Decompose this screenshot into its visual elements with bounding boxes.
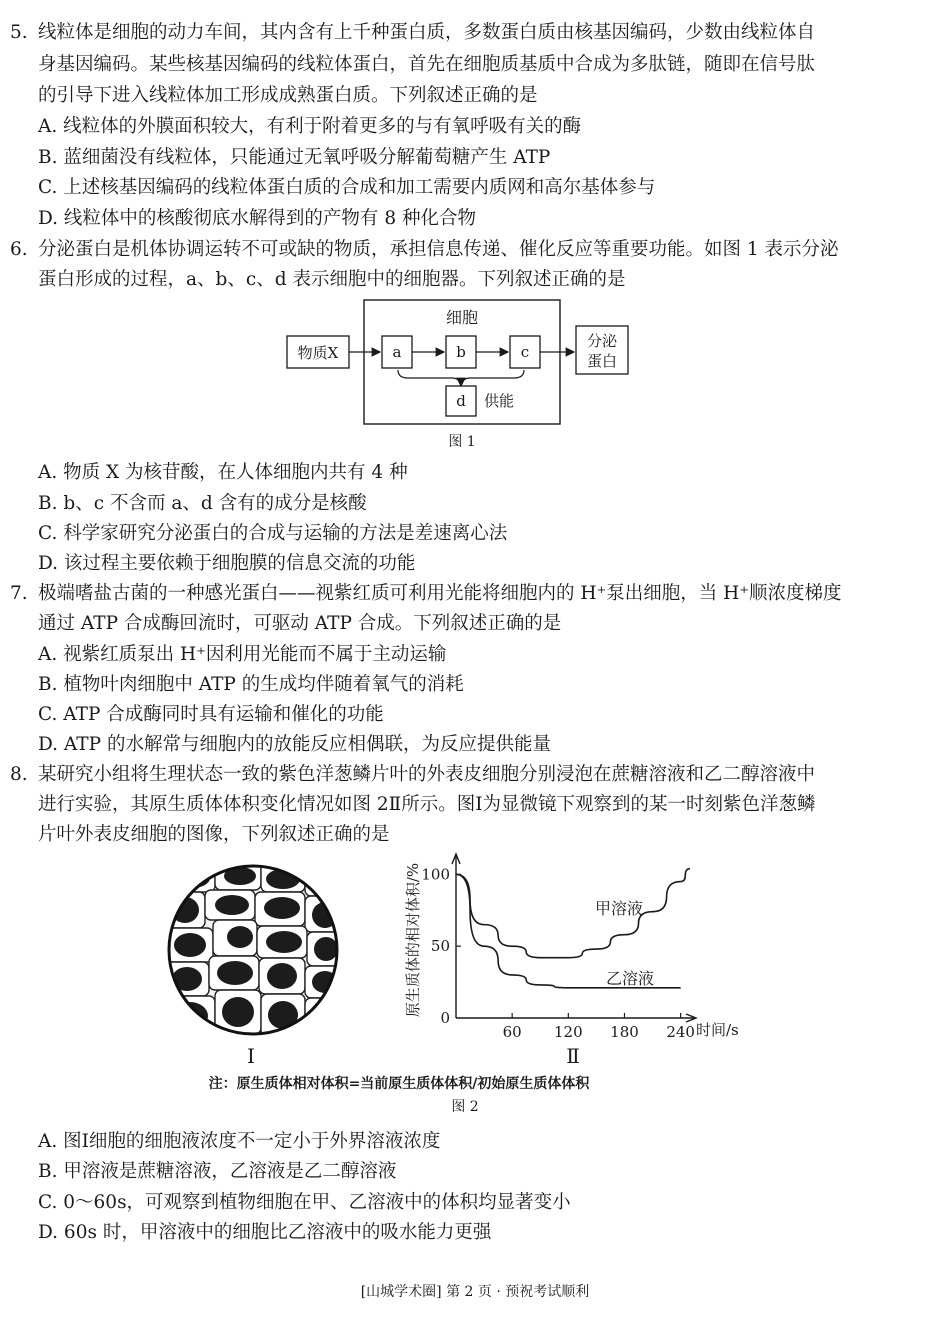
option-c: C. 上述核基因编码的线粒体蛋白质的合成和加工需要内质网和高尔基体参与 bbox=[38, 177, 656, 198]
option-d: D. 该过程主要依赖于细胞膜的信息交流的功能 bbox=[38, 553, 416, 574]
option-b: B. 甲溶液是蔗糖溶液，乙溶液是乙二醇溶液 bbox=[38, 1161, 397, 1182]
input-label: 物质X bbox=[297, 344, 339, 362]
question-stem-line: 极端嗜盐古菌的一种感光蛋白——视紫红质可利用光能将细胞内的 H⁺泵出细胞，当 H⁺顺浓度梯度 bbox=[38, 583, 842, 604]
output-label-1: 分泌 bbox=[586, 332, 618, 350]
chart-x-tick-label: 60 bbox=[502, 1023, 522, 1041]
chart-x-tick-label: 120 bbox=[553, 1023, 583, 1041]
option-c: C. 科学家研究分泌蛋白的合成与运输的方法是差速离心法 bbox=[38, 523, 508, 544]
series-label-jia: 甲溶液 bbox=[595, 899, 644, 918]
chart-y-tick-label: 100 bbox=[421, 865, 450, 884]
series-line-yi bbox=[456, 874, 681, 987]
organelle-a bbox=[382, 336, 412, 368]
question-number: 6. bbox=[10, 239, 28, 260]
organelle-d-label: d bbox=[456, 392, 466, 410]
option-d: D. 60s 时，甲溶液中的细胞比乙溶液中的吸水能力更强 bbox=[38, 1222, 492, 1243]
question-stem-line: 的引导下进入线粒体加工形成成熟蛋白质。下列叙述正确的是 bbox=[38, 85, 538, 106]
figure-1-caption: 图 1 bbox=[448, 434, 476, 450]
organelle-b-label: b bbox=[456, 343, 466, 361]
option-c: C. ATP 合成酶同时具有运输和催化的功能 bbox=[38, 704, 384, 725]
option-b: B. b、c 不含而 a、d 含有的成分是核酸 bbox=[38, 493, 367, 514]
chart-x-axis-arrow bbox=[686, 1014, 696, 1022]
page-footer: [山城学术圈] 第 2 页 · 预祝考试顺利 bbox=[360, 1284, 590, 1300]
option-a: A. 图Ⅰ细胞的细胞液浓度不一定小于外界溶液浓度 bbox=[38, 1131, 441, 1152]
chart-ylabel: 原生质体的相对体积/% bbox=[404, 862, 422, 1018]
organelle-d bbox=[446, 386, 476, 416]
panel-2-label: Ⅱ bbox=[566, 1044, 580, 1068]
organelle-a-label: a bbox=[392, 343, 402, 361]
input-box bbox=[287, 336, 349, 368]
figure-2-caption: 图 2 bbox=[451, 1099, 479, 1115]
question-number: 5. bbox=[10, 22, 28, 43]
output-box bbox=[576, 326, 628, 374]
option-a: A. 视紫红质泵出 H⁺因利用光能而不属于主动运输 bbox=[38, 644, 447, 665]
question-stem-line: 片叶外表皮细胞的图像，下列叙述正确的是 bbox=[38, 824, 390, 845]
cell-box bbox=[364, 300, 560, 424]
option-d: D. 线粒体中的核酸彻底水解得到的产物有 8 种化合物 bbox=[38, 208, 476, 229]
question-number: 8. bbox=[10, 764, 28, 785]
question-stem-line: 蛋白形成的过程，a、b、c、d 表示细胞中的细胞器。下列叙述正确的是 bbox=[38, 269, 626, 290]
question-stem-line: 通过 ATP 合成酶回流时，可驱动 ATP 合成。下列叙述正确的是 bbox=[38, 613, 562, 634]
chart-x-tick-label: 180 bbox=[610, 1023, 639, 1041]
question-stem-line: 身基因编码。某些核基因编码的线粒体蛋白，首先在细胞质基质中合成为多肽链，随即在信号肽 bbox=[38, 54, 816, 75]
chart-y-tick-label: 0 bbox=[440, 1009, 450, 1027]
question-stem-line: 某研究小组将生理状态一致的紫色洋葱鳞片叶的外表皮细胞分别浸泡在蔗糖溶液和乙二醇溶液中 bbox=[38, 764, 816, 785]
supply-label: 供能 bbox=[484, 392, 515, 410]
figure-2-note: 注：原生质体相对体积=当前原生质体体积/初始原生质体体积 bbox=[208, 1076, 590, 1092]
chart-xlabel: 时间/s bbox=[696, 1021, 739, 1039]
option-b: B. 蓝细菌没有线粒体，只能通过无氧呼吸分解葡萄糖产生 ATP bbox=[38, 147, 551, 168]
option-a: A. 物质 X 为核苷酸，在人体细胞内共有 4 种 bbox=[38, 462, 408, 483]
option-b: B. 植物叶肉细胞中 ATP 的生成均伴随着氧气的消耗 bbox=[38, 674, 464, 695]
panel-1-label: Ⅰ bbox=[247, 1044, 255, 1068]
option-d: D. ATP 的水解常与细胞内的放能反应相偶联，为反应提供能量 bbox=[38, 734, 551, 755]
output-label-2: 蛋白 bbox=[586, 352, 618, 370]
chart-y-tick-label: 50 bbox=[430, 937, 450, 956]
option-a: A. 线粒体的外膜面积较大，有利于附着更多的与有氧呼吸有关的酶 bbox=[38, 116, 582, 137]
organelle-c bbox=[510, 336, 540, 368]
option-c: C. 0～60s，可观察到植物细胞在甲、乙溶液中的体积均显著变小 bbox=[38, 1192, 571, 1213]
question-stem-line: 线粒体是细胞的动力车间，其内含有上千种蛋白质，多数蛋白质由核基因编码，少数由线粒体自 bbox=[38, 22, 816, 43]
cell-label: 细胞 bbox=[445, 308, 479, 327]
question-stem-line: 进行实验，其原生质体体积变化情况如图 2Ⅱ所示。图Ⅰ为显微镜下观察到的某一时刻紫色洋葱鳞 bbox=[38, 794, 816, 815]
series-label-yi: 乙溶液 bbox=[606, 969, 655, 988]
question-number: 7. bbox=[10, 583, 28, 604]
series-line-jia bbox=[456, 869, 690, 958]
chart-x-tick-label: 240 bbox=[666, 1023, 695, 1041]
question-stem-line: 分泌蛋白是机体协调运转不可或缺的物质，承担信息传递、催化反应等重要功能。如图 1 表示分泌 bbox=[38, 239, 839, 260]
organelle-c-label: c bbox=[520, 343, 530, 361]
organelle-b bbox=[446, 336, 476, 368]
chart-y-axis-arrow bbox=[452, 854, 460, 864]
